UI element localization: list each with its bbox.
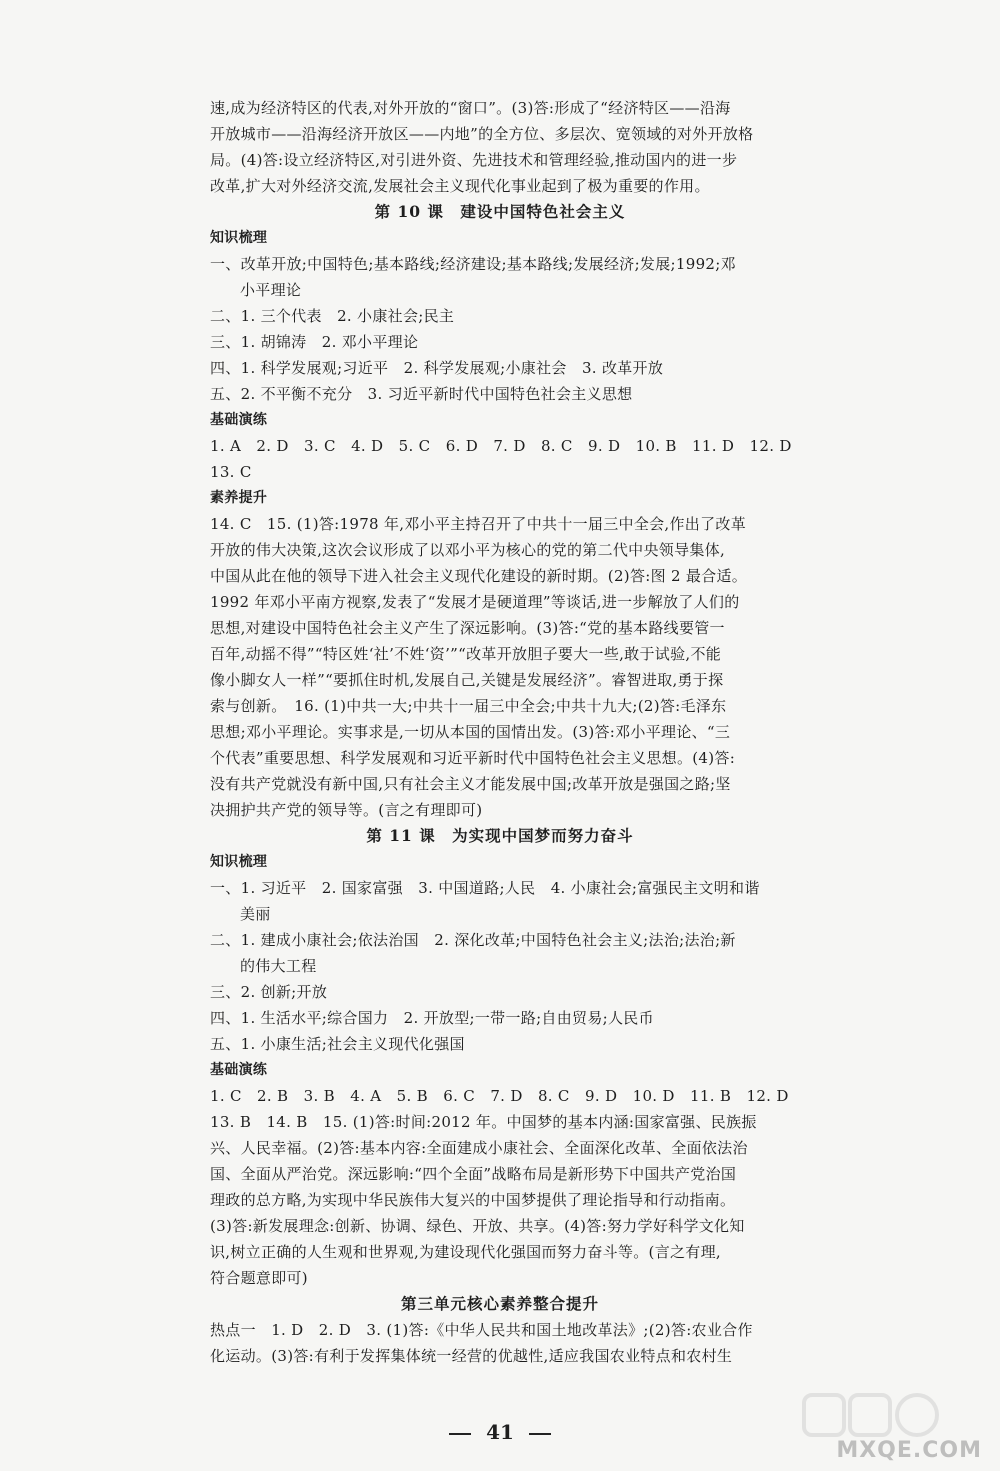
text-line: 二、1. 建成小康社会;依法治国 2. 深化改革;中国特色社会主义;法治;法治;新: [210, 931, 736, 949]
text-line: 五、1. 小康生活;社会主义现代化强国: [210, 1035, 465, 1053]
lesson-heading: 第 11 课 为实现中国梦而努力奋斗: [366, 826, 634, 845]
text-line: 四、1. 科学发展观;习近平 2. 科学发展观;小康社会 3. 改革开放: [210, 359, 664, 377]
text-line: 国、全面从严治党。深远影响:“四个全面”战略布局是新形势下中国共产党治国: [210, 1165, 737, 1183]
text-line: 1. A 2. D 3. C 4. D 5. C 6. D 7. D 8. C 9. D 10. B 11. D 12. D: [210, 437, 792, 455]
document-body: [210, 95, 790, 1369]
text-line: 思想,对建设中国特色社会主义产生了深远影响。(3)答:“党的基本路线要管一: [210, 619, 725, 637]
section-heading: 基础演练: [210, 412, 268, 428]
text-line: 识,树立正确的人生观和世界观,为建设现代化强国而努力奋斗等。(言之有理,: [210, 1243, 721, 1261]
text-line: 中国从此在他的领导下进入社会主义现代化建设的新时期。(2)答:图 2 最合适。: [210, 567, 748, 585]
text-line: 小平理论: [240, 281, 302, 299]
text-line: 的伟大工程: [240, 957, 317, 975]
text-line: 一、1. 习近平 2. 国家富强 3. 中国道路;人民 4. 小康社会;富强民主文明和谐: [210, 879, 760, 897]
text-line: 1. C 2. B 3. B 4. A 5. B 6. C 7. D 8. C 9. D 10. D 11. B 12. D: [210, 1087, 789, 1105]
watermark-text: MXQE.COM: [836, 1438, 982, 1463]
text-line: 1992 年邓小平南方视察,发表了“发展才是硬道理”等谈话,进一步解放了人们的: [210, 593, 740, 611]
text-line: 速,成为经济特区的代表,对外开放的“窗口”。(3)答:形成了“经济特区——沿海: [210, 99, 731, 117]
text-line: 美丽: [240, 905, 271, 923]
lesson-heading: 第三单元核心素养整合提升: [400, 1294, 599, 1313]
lesson-heading: 第 10 课 建设中国特色社会主义: [374, 202, 626, 221]
text-line: 三、1. 胡锦涛 2. 邓小平理论: [210, 333, 419, 351]
text-line: 改革,扩大对外经济交流,发展社会主义现代化事业起到了极为重要的作用。: [210, 177, 710, 195]
footer-dash-left: [449, 1433, 471, 1435]
text-line: 13. C: [210, 463, 252, 481]
text-line: 符合题意即可): [210, 1269, 308, 1287]
text-line: 四、1. 生活水平;综合国力 2. 开放型;一带一路;自由贸易;人民币: [210, 1009, 654, 1027]
page-number: 41: [486, 1420, 514, 1444]
text-line: 一、改革开放;中国特色;基本路线;经济建设;基本路线;发展经济;发展;1992;邓: [210, 255, 736, 273]
text-line: 化运动。(3)答:有利于发挥集体统一经营的优越性,适应我国农业特点和农村生: [210, 1347, 733, 1365]
section-heading: 知识梳理: [210, 854, 268, 870]
text-line: 二、1. 三个代表 2. 小康社会;民主: [210, 307, 455, 325]
text-line: 个代表”重要思想、科学发展观和习近平新时代中国特色社会主义思想。(4)答:: [210, 749, 736, 767]
text-line: 思想;邓小平理论。实事求是,一切从本国的国情出发。(3)答:邓小平理论、“三: [210, 723, 731, 741]
text-line: 像小脚女人一样”“要抓住时机,发展自己,关键是发展经济”。睿智进取,勇于探: [210, 671, 724, 689]
text-line: 三、2. 创新;开放: [210, 983, 328, 1001]
text-line: 五、2. 不平衡不充分 3. 习近平新时代中国特色社会主义思想: [210, 385, 633, 403]
text-line: 局。(4)答:设立经济特区,对引进外资、先进技术和管理经验,推动国内的进一步: [210, 151, 738, 169]
text-line: 索与创新。 16. (1)中共一大;中共十一届三中全会;中共十九大;(2)答:毛泽东: [210, 697, 727, 715]
text-line: 理政的总方略,为实现中华民族伟大复兴的中国梦提供了理论指导和行动指南。: [210, 1191, 736, 1209]
footer-dash-right: [529, 1433, 551, 1435]
text-line: 热点一 1. D 2. D 3. (1)答:《中华人民共和国土地改革法》;(2)答:农业合作: [210, 1321, 753, 1339]
text-line: 13. B 14. B 15. (1)答:时间:2012 年。中国梦的基本内涵:国家富强、民族振: [210, 1113, 757, 1131]
text-line: 14. C 15. (1)答:1978 年,邓小平主持召开了中共十一届三中全会,作出了改革: [210, 515, 747, 533]
section-heading: 素养提升: [210, 490, 268, 506]
text-line: 兴、人民幸福。(2)答:基本内容:全面建成小康社会、全面深化改革、全面依法治: [210, 1139, 748, 1157]
text-line: (3)答:新发展理念:创新、协调、绿色、开放、共享。(4)答:努力学好科学文化知: [210, 1217, 745, 1235]
text-line: 决拥护共产党的领导等。(言之有理即可): [210, 801, 483, 819]
text-line: 没有共产党就没有新中国,只有社会主义才能发展中国;改革开放是强国之路;坚: [210, 775, 731, 793]
text-line: 百年,动摇不得”“特区姓‘社’不姓‘资’”“改革开放胆子要大一些,敢于试验,不能: [210, 645, 722, 663]
text-line: 开放的伟大决策,这次会议形成了以邓小平为核心的党的第二代中央领导集体,: [210, 541, 726, 559]
section-heading: 基础演练: [210, 1062, 268, 1078]
text-line: 开放城市——沿海经济开放区——内地”的全方位、多层次、宽领域的对外开放格: [210, 125, 754, 143]
section-heading: 知识梳理: [210, 230, 268, 246]
